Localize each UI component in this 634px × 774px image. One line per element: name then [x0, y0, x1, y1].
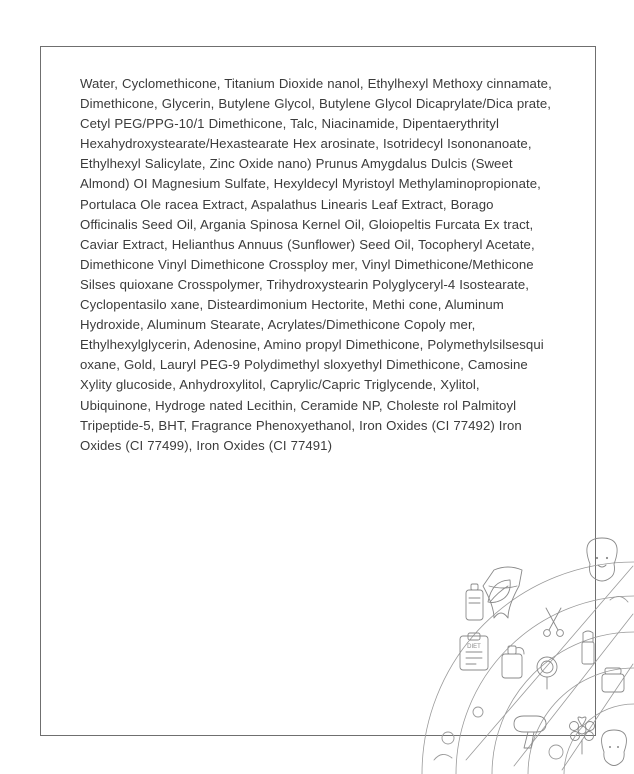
cream-jar-icon	[602, 668, 624, 692]
ingredients-paragraph: Water, Cyclomethicone, Titanium Dioxide nanol, Ethylhexyl Methoxy cinnamate, Dimethicone, Glycerin, Butylene Glycol, Butylene Glycol Dicaprylate/Dica prate, Cetyl PEG/PPG-10/1 Dimethicone, Talc, Niacinamide, Dipentaerythrityl Hexahydroxystearate/Hexastearate Hex arosinate, Isotridecyl Isononanoate, Ethylhexyl Salicylate, Zinc Oxide nano) Prunus Amygdalus Dulcis (Sweet Almond) OI Magnesium Sulfate, Hexyldecyl Myristoyl Methylaminopropionate, Portulaca Ole racea Extract, Aspalathus Linearis Leaf Extract, Borago Officinalis Seed Oil, Argania Spinosa Kernel Oil, Gloiopeltis Furcata Ex tract, Caviar Extract, Helianthus Annuus (Sunflower) Seed Oil, Tocopheryl Acetate, Dimethicone Vinyl Dimethicone Crossploy mer, Vinyl Dimethicone/Methicone Silses quioxane Crosspolymer, Trihydroxystearin Polyglyceryl-4 Isostearate, Cyclopentasilo xane, Disteardimonium Hectorite, Methi cone, Aluminum Hydroxide, Aluminum Stearate, Acrylates/Dimethicone Copoly mer, Ethylhexylglycerin, Adenosine, Amino propyl Dimethicone, Polymethylsilsesqui oxane, Gold, Lauryl PEG-9 Polydimethyl sloxyethyl Dimethicone, Camosine Xylity glucoside, Anhydroxylitol, Caprylic/Capric Triglycende, Xylitol, Ubiquinone, Hydroge nated Lecithin, Ceramide NP, Choleste rol Palmitoyl Tripeptide-5, BHT, Fragrance Phenoxyethanol, Iron Oxides (CI 77492) Iron Oxides (CI 77499), Iron Oxides (CI 77491)	[80, 76, 556, 453]
svg-text:DIET: DIET	[467, 644, 481, 650]
woman-face-icon	[602, 730, 627, 766]
